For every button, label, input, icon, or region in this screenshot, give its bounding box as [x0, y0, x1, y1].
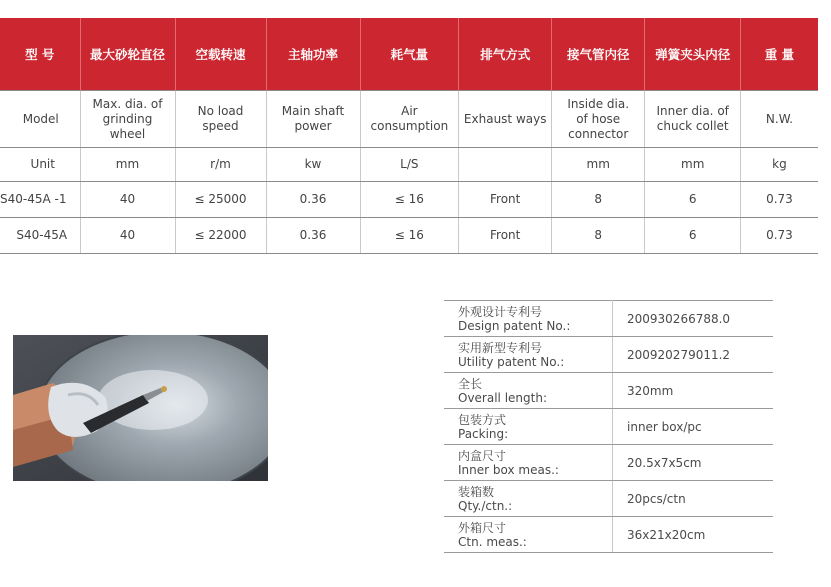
label-air-consumption: Air consumption — [360, 91, 459, 148]
info-label-zh: 实用新型专利号 — [458, 340, 543, 355]
header-air-consumption: 耗气量 — [360, 18, 459, 91]
info-label — [444, 445, 613, 481]
header-max-wheel-dia: 最大砂轮直径 — [80, 18, 175, 91]
info-value: 36x21x20cm — [613, 517, 774, 553]
info-label — [444, 517, 613, 553]
info-row — [444, 373, 773, 409]
unit-weight: kg — [741, 148, 818, 182]
label-max-wheel-dia: Max. dia. of grinding wheel — [80, 91, 175, 148]
info-label-zh: 内盒尺寸 — [458, 448, 507, 463]
info-label-zh: 包装方式 — [458, 412, 507, 427]
info-value: 200930266788.0 — [613, 301, 774, 337]
info-row — [444, 409, 773, 445]
info-label-en: Overall length: — [458, 390, 547, 405]
unit-wheel-dia: mm — [80, 148, 175, 182]
label-exhaust: Exhaust ways — [459, 91, 552, 148]
info-label — [444, 481, 613, 517]
info-label — [444, 409, 613, 445]
weight-cell: 0.73 — [741, 182, 818, 218]
unit-hose-dia: mm — [552, 148, 645, 182]
info-label-en: Packing: — [458, 426, 509, 441]
grinder-in-use-photo — [13, 335, 268, 481]
info-value: 200920279011.2 — [613, 337, 774, 373]
label-row — [0, 91, 818, 148]
exhaust-cell: Front — [459, 218, 552, 254]
wheel-dia-cell: 40 — [80, 218, 175, 254]
info-row — [444, 301, 773, 337]
header-collet-dia: 弹簧夹头内径 — [645, 18, 741, 91]
header-row — [0, 18, 818, 91]
header-hose-dia: 接气管内径 — [552, 18, 645, 91]
label-collet-dia: Inner dia. of chuck collet — [645, 91, 741, 148]
spec-table — [0, 18, 818, 254]
unit-collet-dia: mm — [645, 148, 741, 182]
weight-cell: 0.73 — [741, 218, 818, 254]
unit-speed: r/m — [175, 148, 266, 182]
wheel-dia-cell: 40 — [80, 182, 175, 218]
table-row — [0, 182, 818, 218]
exhaust-cell: Front — [459, 182, 552, 218]
info-label-en: Inner box meas.: — [458, 462, 559, 477]
unit-power: kw — [266, 148, 360, 182]
info-row — [444, 481, 773, 517]
info-row — [444, 445, 773, 481]
info-row — [444, 517, 773, 553]
info-label-en: Utility patent No.: — [458, 354, 565, 369]
header-no-load-speed: 空载转速 — [175, 18, 266, 91]
power-cell: 0.36 — [266, 218, 360, 254]
info-value: inner box/pc — [613, 409, 774, 445]
info-label — [444, 337, 613, 373]
product-info-table — [444, 300, 773, 553]
info-value: 20.5x7x5cm — [613, 445, 774, 481]
power-cell: 0.36 — [266, 182, 360, 218]
info-label-zh: 外箱尺寸 — [458, 520, 507, 535]
air-cell: ≤ 16 — [360, 218, 459, 254]
info-label-zh: 外观设计专利号 — [458, 304, 543, 319]
unit-air: L/S — [360, 148, 459, 182]
info-row — [444, 337, 773, 373]
info-label-en: Ctn. meas.: — [458, 534, 527, 549]
header-model: 型 号 — [0, 18, 80, 91]
speed-cell: ≤ 22000 — [175, 218, 266, 254]
table-row — [0, 218, 818, 254]
info-label — [444, 301, 613, 337]
header-shaft-power: 主轴功率 — [266, 18, 360, 91]
speed-cell: ≤ 25000 — [175, 182, 266, 218]
unit-label: Unit — [0, 148, 80, 182]
info-label — [444, 373, 613, 409]
air-cell: ≤ 16 — [360, 182, 459, 218]
label-no-load-speed: No load speed — [175, 91, 266, 148]
info-value: 320mm — [613, 373, 774, 409]
unit-exhaust — [459, 148, 552, 182]
label-hose-dia: Inside dia. of hose connector — [552, 91, 645, 148]
header-weight: 重 量 — [741, 18, 818, 91]
model-cell: S40-45A — [0, 218, 80, 254]
label-weight: N.W. — [741, 91, 818, 148]
collet-dia-cell: 6 — [645, 218, 741, 254]
hose-dia-cell: 8 — [552, 182, 645, 218]
header-exhaust: 排气方式 — [459, 18, 552, 91]
info-label-zh: 全长 — [458, 376, 483, 391]
label-model: Model — [0, 91, 80, 148]
unit-row — [0, 148, 818, 182]
hose-dia-cell: 8 — [552, 218, 645, 254]
photo-illustration — [13, 335, 268, 481]
info-value: 20pcs/ctn — [613, 481, 774, 517]
model-cell: S40-45A -1 — [0, 182, 80, 218]
info-label-en: Design patent No.: — [458, 318, 571, 333]
collet-dia-cell: 6 — [645, 182, 741, 218]
info-label-zh: 装箱数 — [458, 484, 495, 499]
label-shaft-power: Main shaft power — [266, 91, 360, 148]
info-label-en: Qty./ctn.: — [458, 498, 513, 513]
